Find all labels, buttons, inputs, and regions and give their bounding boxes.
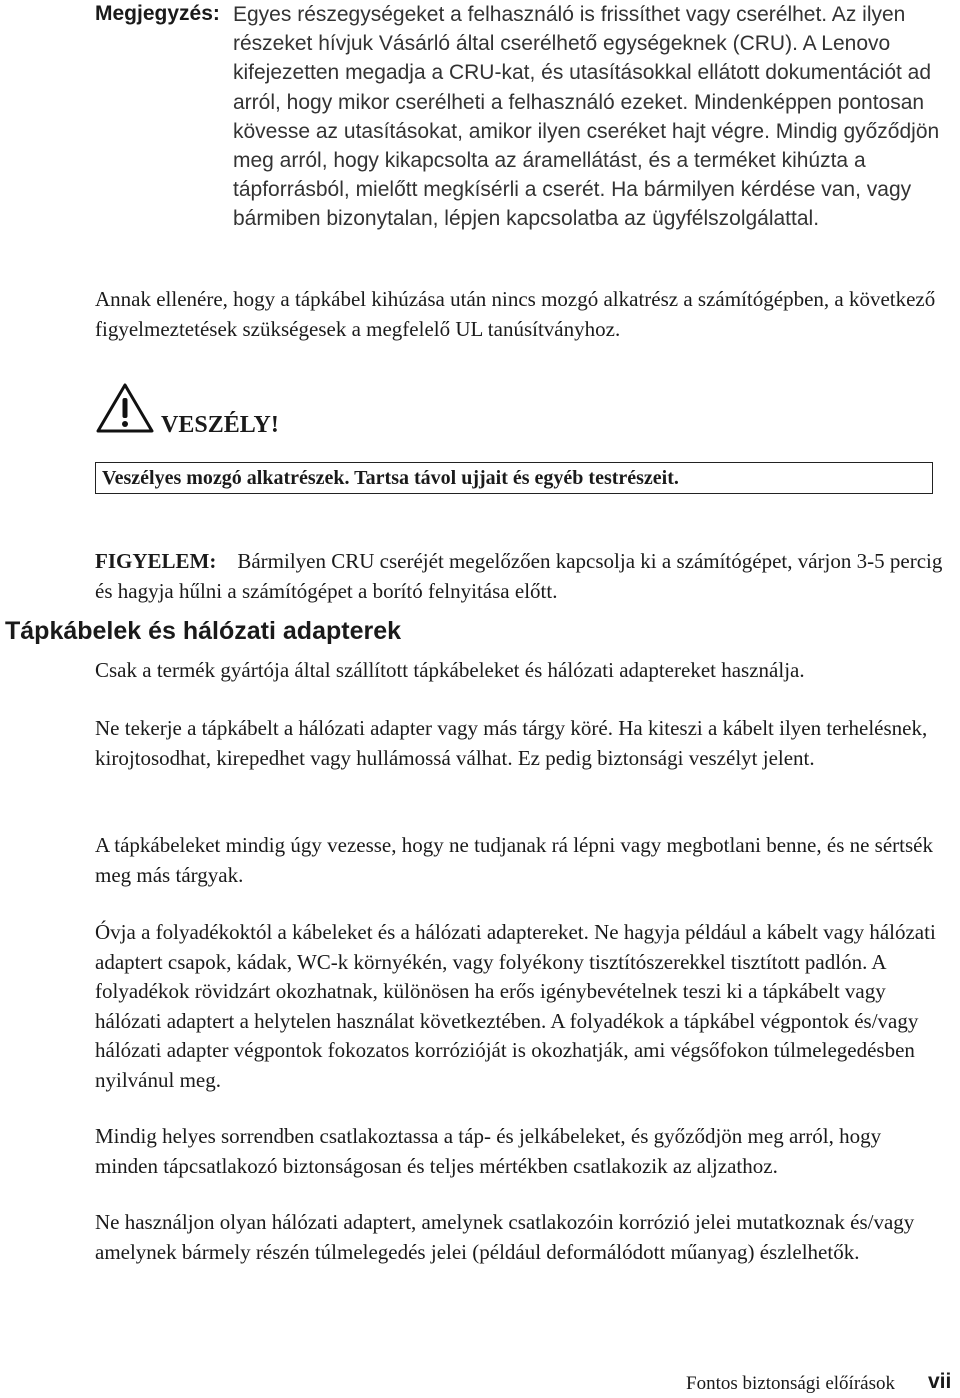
section-paragraph-1: Csak a termék gyártója által szállított tápkábeleket és hálózati adaptereket használja. — [95, 658, 805, 682]
caution-text: Bármilyen CRU cseréjét megelőzően kapcsolja ki a számítógépet, várjon 3-5 percig és hagyja hűlni a számítógépet a borító felnyitása előtt. — [95, 549, 943, 603]
caution-label: FIGYELEM: — [95, 549, 217, 573]
section-paragraph-6: Ne használjon olyan hálózati adaptert, amelynek csatlakozóin korrózió jelei mutatkoznak és/vagy amelynek bármely részén túlmelegedés jelei (például deformálódott műanyag) észlelhetők. — [95, 1210, 915, 1264]
page-number: vii — [928, 1370, 952, 1393]
caution-paragraph — [95, 547, 945, 606]
warning-triangle-icon — [95, 382, 155, 434]
section-paragraph-3: A tápkábeleket mindig úgy vezesse, hogy ne tudjanak rá lépni vagy megbotlani benne, és ne sértsék meg más tárgyak. — [95, 833, 934, 887]
intro-paragraph: Annak ellenére, hogy a tápkábel kihúzása után nincs mozgó alkatrész a számítógépben, a következő figyelmeztetések szükségesek a megfelelő UL tanúsítványhoz. — [95, 287, 936, 341]
note-label: Megjegyzés: — [95, 2, 220, 25]
danger-label: VESZÉLY! — [161, 412, 279, 438]
note-text: Egyes részegységeket a felhasználó is frissíthet vagy cserélhet. Az ilyen részeket hívjuk Vásárló által cserélhető egységeknek (CRU). A Lenovo kifejezetten megadja a CRU-kat, és utasításokkal ellátott dokumentációt ad arról, hogy mikor cserélheti a felhasználó ezeket. Mindenképpen pontosan kövesse az utasításokat, amikor ilyen cseréket hajt végre. Mindig győződjön meg arról, hogy kikapcsolta az áramellátást, és a terméket kihúzta a tápforrásból, mielőtt megkísérli a cserét. Ha bármilyen kérdése van, vagy bármiben bizonytalan, lépjen kapcsolatba az ügyfélszolgálattal. — [233, 3, 940, 231]
section-paragraph-4: Óvja a folyadékoktól a kábeleket és a hálózati adaptereket. Ne hagyja például a kábelt vagy hálózati adaptert csapok, kádak, WC-k környékén, vagy folyékony tisztítószerekkel tisztított padlón. A folyadékok rövidzárt okozhatnak, különösen ha erős igénybevételnek teszi ki a tápkábelt vagy hálózati adaptert a helytelen használat következtében. A folyadékok a tápkábel végpontok és/vagy hálózati adapter végpontok fokozatos korrózióját is okozhatják, ami végsőfokon túlmelegedésben nyilvánul meg. — [95, 920, 936, 1092]
footer-title: Fontos biztonsági előírások — [686, 1373, 895, 1394]
section-paragraph-5: Mindig helyes sorrendben csatlakoztassa a táp- és jelkábeleket, és győződjön meg arról, hogy minden tápcsatlakozó biztonságosan és teljes mértékben csatlakozik az aljzathoz. — [95, 1124, 882, 1178]
danger-warning-box: Veszélyes mozgó alkatrészek. Tartsa távol ujjait és egyéb testrészeit. — [95, 462, 933, 494]
section-heading: Tápkábelek és hálózati adapterek — [5, 617, 402, 645]
section-paragraph-2: Ne tekerje a tápkábelt a hálózati adapter vagy más tárgy köré. Ha kiteszi a kábelt ilyen terhelésnek, kirojtosodhat, kirepedhet vagy hullámossá válhat. Ez pedig biztonsági veszélyt jelent. — [95, 716, 928, 770]
